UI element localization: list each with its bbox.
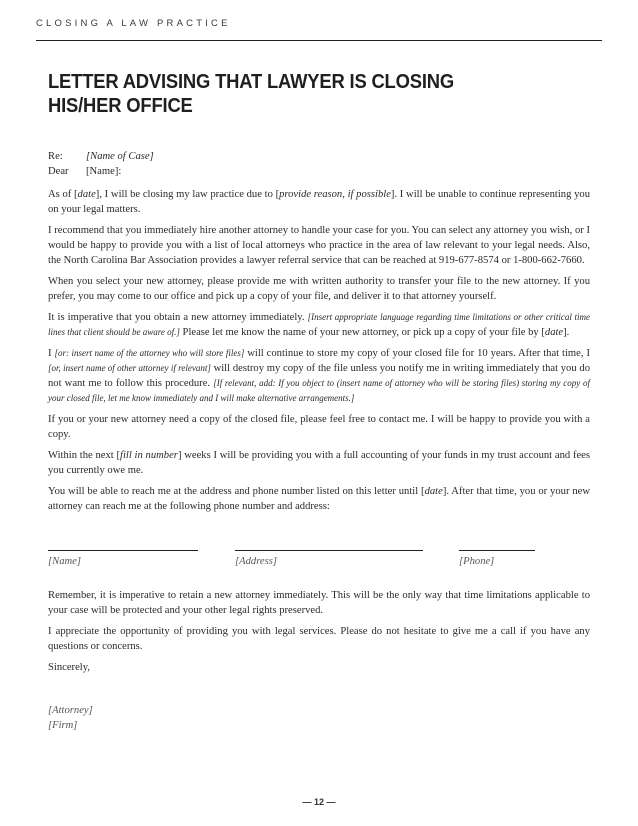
paragraph-10: I appreciate the opportunity of providing you with legal services. Please do not hesitate to give me a call if you have any questions or concerns.	[48, 626, 590, 652]
p4-text-c: Please let me know the name of your new attorney, or pick up a copy of your file by [	[179, 327, 545, 338]
p4-text-a: It is imperative that you obtain a new attorney immediately.	[48, 312, 308, 323]
p8-date-placeholder: date	[424, 486, 443, 497]
contact-fields	[48, 550, 590, 580]
paragraph-8	[48, 484, 590, 514]
name-field-label: [Name]	[48, 556, 81, 567]
p1-date-placeholder: date	[77, 189, 96, 200]
paragraph-7	[48, 448, 590, 478]
p5-insert-note-2: [or, insert name of other attorney if relevant]	[48, 363, 211, 373]
p1-reason-placeholder: provide reason, if possible	[279, 189, 391, 200]
phone-field-label: [Phone]	[459, 556, 495, 567]
paragraph-4	[48, 310, 590, 340]
name-field	[48, 550, 198, 567]
address-field-label: [Address]	[235, 556, 277, 567]
re-label: Re:	[48, 151, 63, 162]
attorney-placeholder: [Attorney]	[48, 705, 93, 716]
p5-text-a: I	[48, 348, 55, 359]
p8-text-c: ]. After that time, you or your new attorney can reach me at the following phone number and address:	[48, 486, 590, 512]
salutation-line	[48, 164, 590, 179]
paragraph-2: I recommend that you immediately hire another attorney to handle your case for you. You can select any attorney you wish, or I would be happy to provide you with a list of local attorneys who practice in the area of law relevant to your legal needs. Also, the North Carolina Bar Association provides a lawyer referral service that can be reached at 919-677-8574 or 1-800-662-7660.	[48, 225, 590, 266]
page-title: LETTER ADVISING THAT LAWYER IS CLOSING HIS/HER OFFICE	[48, 71, 454, 117]
phone-field-line	[459, 550, 535, 551]
p1-text-a: As of [	[48, 189, 78, 200]
re-value: [Name of Case]	[86, 151, 154, 162]
paragraph-1	[48, 187, 590, 217]
phone-field	[459, 550, 535, 567]
p4-insert-note: [Insert appropriate language regarding time limitations or other critical time lines that client should be aware of.]	[48, 312, 590, 337]
dear-value: [Name]:	[86, 166, 122, 177]
p5-text-c: will continue to store my copy of your closed file for 10 years. After that time, I	[244, 348, 590, 359]
p7-number-placeholder: fill in number	[120, 450, 178, 461]
p4-date-placeholder: date	[544, 327, 564, 338]
name-field-line	[48, 550, 198, 551]
running-header: CLOSING A LAW PRACTICE	[36, 18, 231, 29]
signature-block	[48, 703, 93, 733]
letter-body	[48, 149, 590, 520]
p1-text-e: ]. I will be unable to continue representing you on your legal matters.	[48, 189, 590, 215]
paragraph-5	[48, 346, 590, 406]
letter-closing-body	[48, 588, 590, 681]
paragraph-6: If you or your new attorney need a copy of the closed file, please feel free to contact me. I will be happy to provide you with a copy.	[48, 414, 590, 440]
paragraph-3: When you select your new attorney, please provide me with written authority to transfer your file to the new attorney. If you prefer, you may come to our office and pick up a copy of your file, and deliver it to that attorney yourself.	[48, 276, 590, 302]
paragraph-9: Remember, it is imperative to retain a new attorney immediately. This will be the only way that time limitations applicable to your case will be protected and your other legal rights preserved.	[48, 590, 590, 616]
p4-text-e: ].	[563, 327, 570, 338]
p7-text-c: ] weeks I will be providing you with a full accounting of your funds in my trust account and fees you currently owe me.	[48, 450, 591, 476]
p5-insert-note-3: [If relevant, add: If you object to (insert name of attorney who will be storing files) storing my copy of your closed file, let me know immediately and I will make alternative arrangements.]	[48, 378, 590, 403]
page-number: — 12 —	[302, 797, 336, 807]
address-field	[235, 550, 423, 567]
dear-label: Dear	[48, 166, 69, 177]
p7-text-a: Within the next [	[48, 450, 121, 461]
address-field-line	[235, 550, 423, 551]
p8-text-a: You will be able to reach me at the address and phone number listed on this letter until [	[48, 486, 425, 497]
p1-text-c: ], I will be closing my law practice due to [	[95, 189, 280, 200]
re-line	[48, 149, 590, 164]
p5-text-e: will destroy my copy of the file unless you notify me in writing immediately that you do not want me to follow this procedure.	[48, 363, 590, 389]
header-rule	[36, 40, 602, 41]
p5-insert-note-1: [or: insert name of the attorney who will store files]	[54, 348, 245, 358]
paragraph-11: Sincerely,	[48, 662, 90, 673]
firm-placeholder: [Firm]	[48, 720, 78, 731]
